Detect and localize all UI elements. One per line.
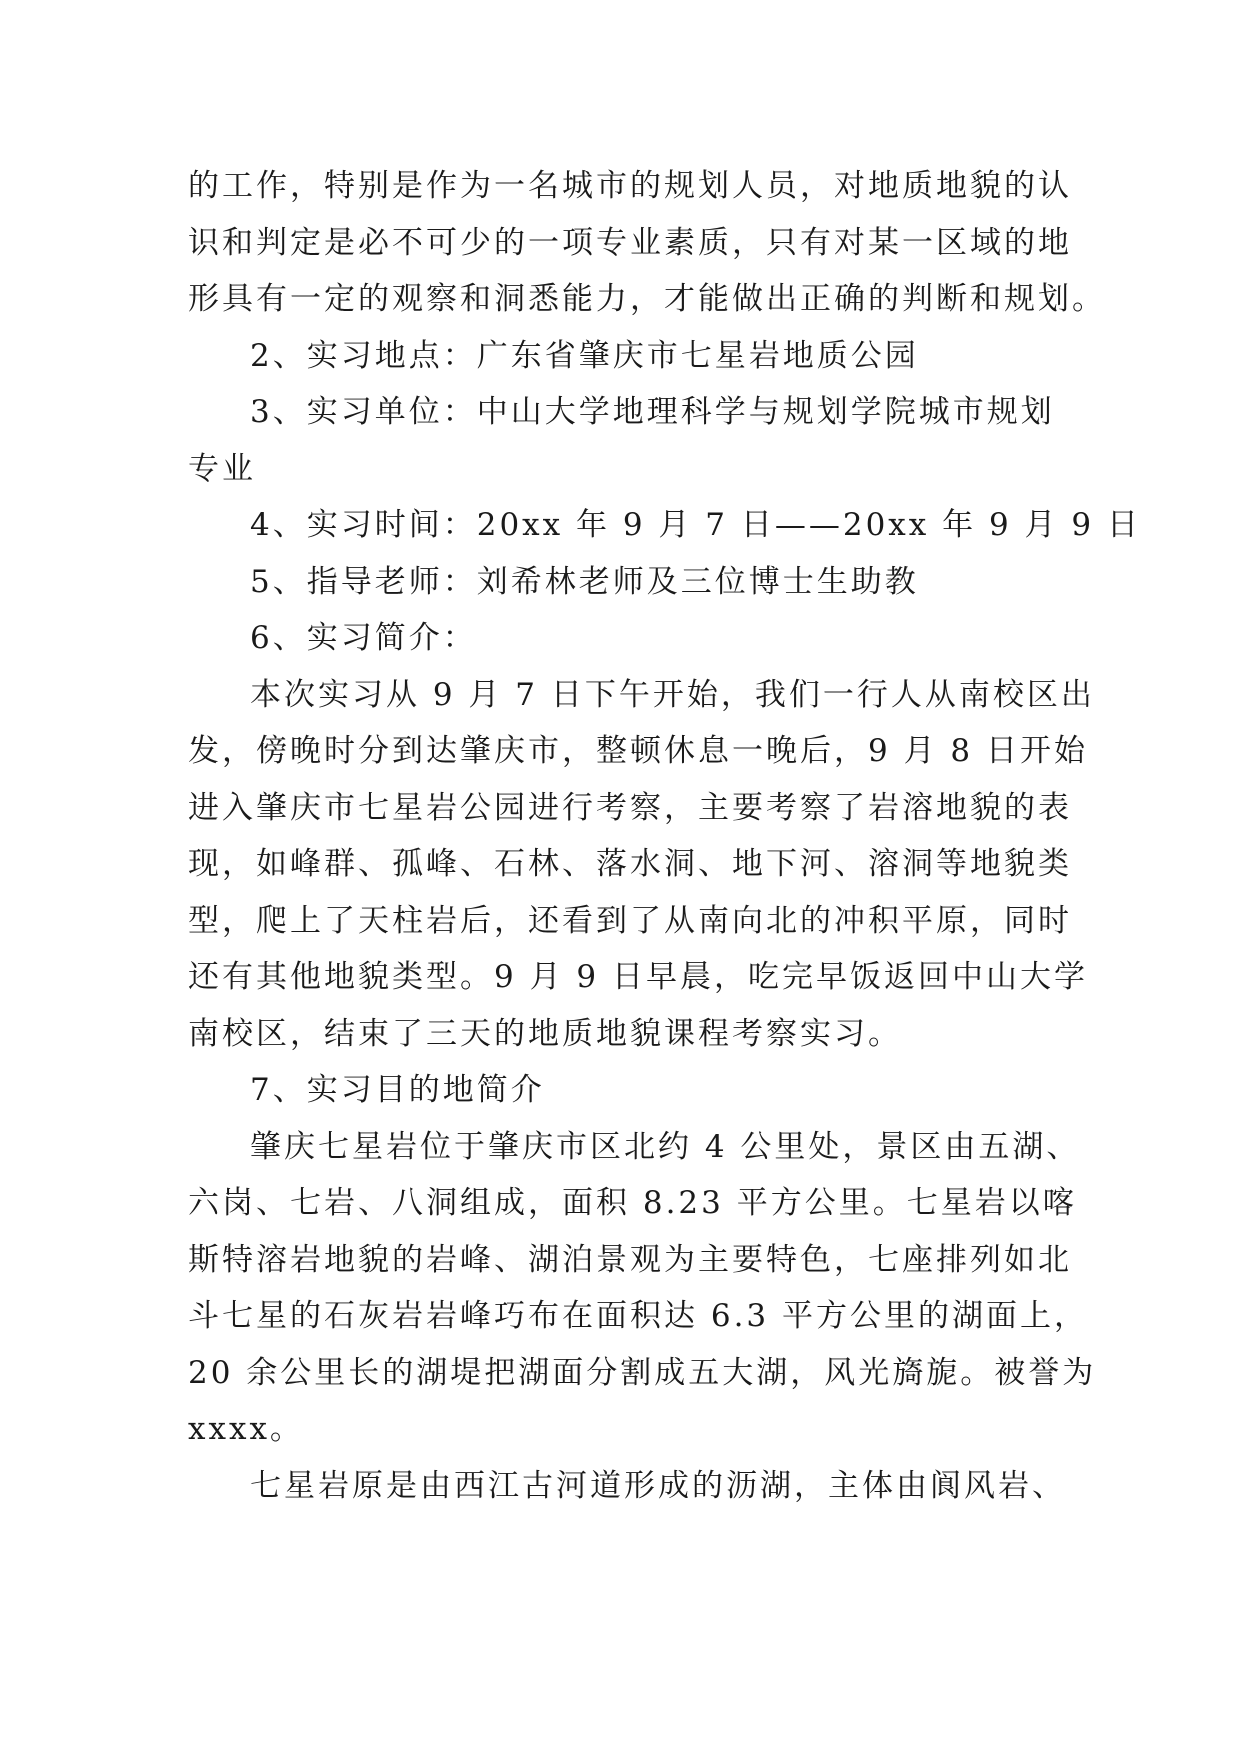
text-line: 本次实习从 9 月 7 日下午开始，我们一行人从南校区出 [250,676,1095,713]
text-line: 现，如峰群、孤峰、石林、落水洞、地下河、溶洞等地貌类 [188,846,1072,882]
text-line: 发，傍晚时分到达肇庆市，整顿休息一晚后，9 月 8 日开始 [188,733,1089,769]
text-line: 3、实习单位：中山大学地理科学与规划学院城市规划 [250,394,1055,430]
text-line: 识和判定是必不可少的一项专业素质，只有对某一区域的地 [188,224,1072,261]
text-line: 7、实习目的地简介 [250,1072,545,1108]
text-line: 肇庆七星岩位于肇庆市区北约 4 公里处，景区由五湖、 [250,1128,1081,1165]
text-line: 七星岩原是由西江古河道形成的沥湖，主体由阆风岩、 [250,1467,1066,1504]
text-line: 6、实习简介： [250,620,477,656]
text-line: 斗七星的石灰岩岩峰巧布在面积达 6.3 平方公里的湖面上， [188,1298,1089,1334]
text-line: 六岗、七岩、八洞组成，面积 8.23 平方公里。七星岩以喀 [188,1185,1077,1221]
text-line: 4、实习时间：20xx 年 9 月 7 日——20xx 年 9 月 9 日 [250,507,1141,543]
text-line: 专业 [188,450,256,487]
text-line: 5、指导老师：刘希林老师及三位博士生助教 [250,563,919,600]
text-line: 斯特溶岩地貌的岩峰、湖泊景观为主要特色，七座排列如北 [188,1241,1072,1278]
text-line: 进入肇庆市七星岩公园进行考察，主要考察了岩溶地貌的表 [188,789,1072,826]
document-body [188,158,1141,1514]
text-line: 还有其他地貌类型。9 月 9 日早晨，吃完早饭返回中山大学 [188,959,1089,995]
text-line: 南校区，结束了三天的地质地貌课程考察实习。 [188,1015,902,1052]
text-line: 2、实习地点：广东省肇庆市七星岩地质公园 [250,337,919,374]
text-line: xxxx。 [188,1411,304,1447]
text-line: 型，爬上了天柱岩后，还看到了从南向北的冲积平原，同时 [188,902,1072,939]
text-line: 20 余公里长的湖堤把湖面分割成五大湖，风光旖旎。被誉为 [188,1354,1097,1391]
text-line: 形具有一定的观察和洞悉能力，才能做出正确的判断和规划。 [188,281,1106,317]
text-line: 的工作，特别是作为一名城市的规划人员，对地质地貌的认 [188,168,1072,204]
